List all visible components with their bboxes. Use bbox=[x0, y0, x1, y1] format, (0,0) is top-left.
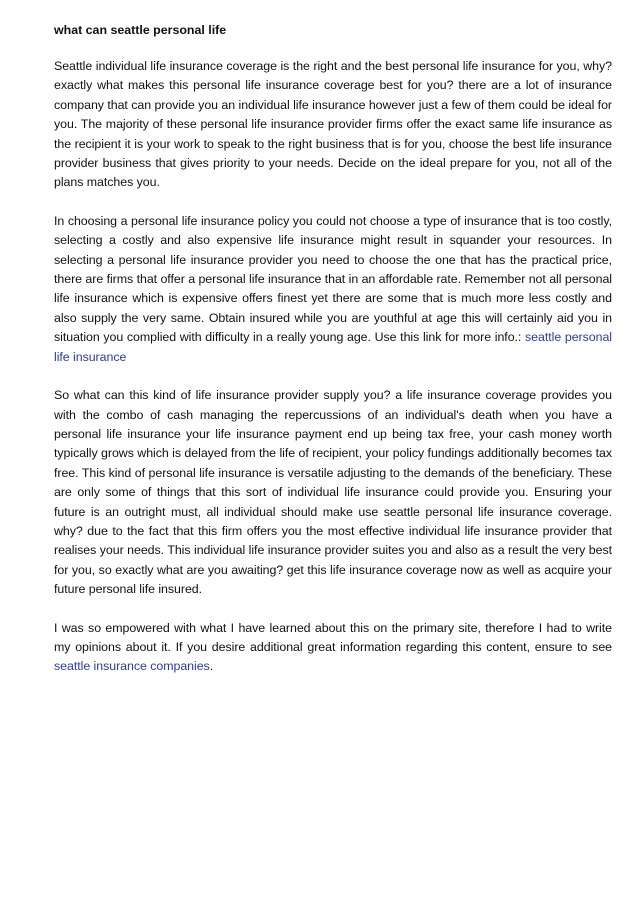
paragraph-text: So what can this kind of life insurance provider supply you? a life insurance coverage provides you with the combo of cash managing the repercussions of an individual's death when you have a personal life insurance your life insurance payment end up being tax free, your cash money worth typically grows which is delayed from the life of recipient, your policy fundings additionally becomes tax free. This kind of personal life insurance is versatile adjusting to the demands of the beneficiary. These are only some of things that this sort of individual life insurance could provide you. Ensuring your future is an outright must, all individual should make use seattle personal life insurance coverage. why? due to the fact that this firm offers you the most effective individual life insurance provider that realises your needs. This individual life insurance provider suites you and also as a result the very best for you, so exactly what are you awaiting? get this life insurance coverage now as well as acquire your future personal life insured. bbox=[54, 388, 612, 597]
paragraph-4 bbox=[54, 619, 612, 677]
seattle-insurance-companies-link[interactable]: seattle insurance companies bbox=[54, 659, 210, 674]
paragraph-1 bbox=[54, 57, 612, 193]
paragraph-text: I was so empowered with what I have learned about this on the primary site, therefore I had to write my opinions about it. If you desire additional great information regarding this content, ensure to see bbox=[54, 620, 612, 654]
document-page bbox=[54, 21, 612, 696]
document-title: what can seattle personal life bbox=[54, 23, 227, 37]
paragraph-3 bbox=[54, 386, 612, 599]
paragraph-text: Seattle individual life insurance coverage is the right and the best personal life insurance for you, why? exactly what makes this personal life insurance coverage best for you? there are a lot of insurance company that can provide you an individual life insurance however just a few of them could be ideal for you. The majority of these personal life insurance provider firms offer the exact same life insurance as the recipient it is your work to speak to the right business that is for you, choose the best life insurance provider business that gives priority to your needs. Decide on the ideal prepare for you, not all of the plans matches you. bbox=[54, 59, 612, 190]
seattle-personal-life-insurance-link[interactable]: seattle personal life insurance bbox=[54, 330, 612, 364]
paragraph-2 bbox=[54, 212, 612, 367]
paragraph-text: In choosing a personal life insurance policy you could not choose a type of insurance that is too costly, selecting a costly and also expensive life insurance might result in squander your resources. In selecting a personal life insurance provider you need to choose the one that has the practical price, there are firms that offer a personal life insurance that in an affordable rate. Remember not all personal life insurance which is expensive offers finest yet there are some that is much more less costly and also supply the very same. Obtain insured while you are youthful at age this will certainly aid you in situation you complied with difficulty in a really young age. Use this link for more info.: bbox=[54, 213, 612, 345]
paragraph-text-after: . bbox=[209, 659, 214, 674]
